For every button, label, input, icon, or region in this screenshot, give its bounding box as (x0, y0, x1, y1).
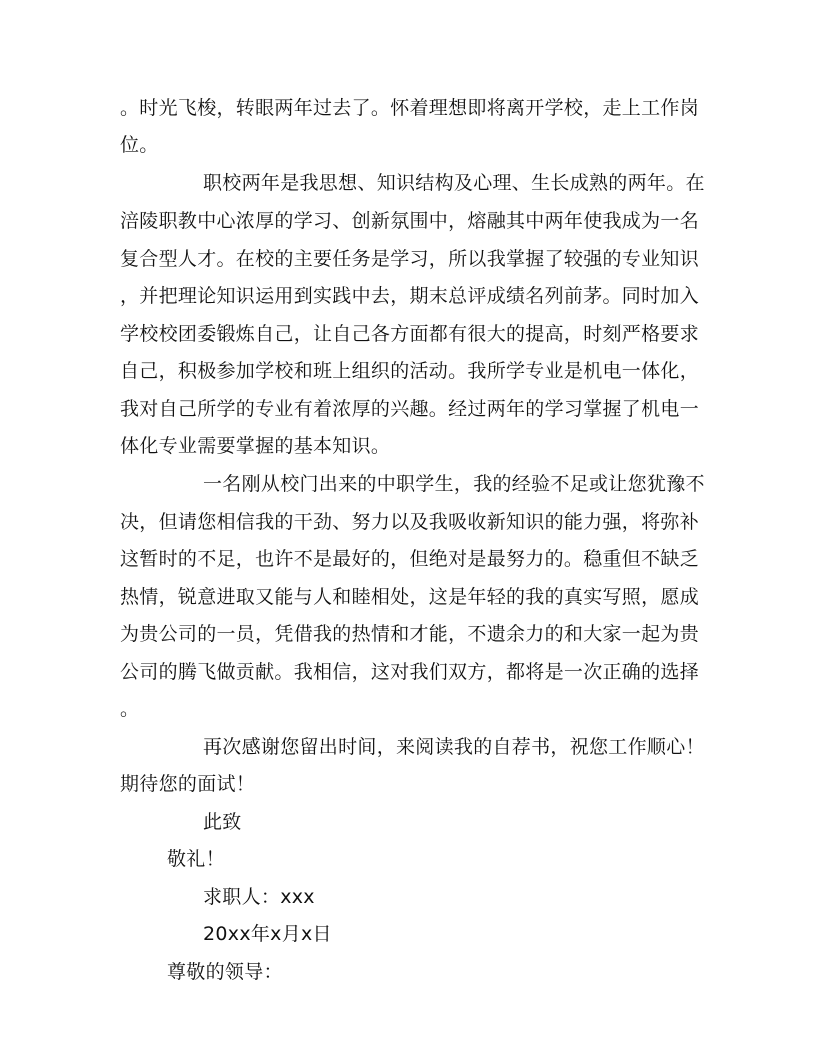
text-line: 这暂时的不足，也许不是最好的，但绝对是最努力的。稳重但不缺乏 (120, 548, 700, 570)
salutation-line: 敬礼！ (167, 848, 225, 870)
applicant-line: 求职人：xxx (203, 886, 315, 908)
text-line: 涪陵职教中心浓厚的学习、创新氛围中，熔融其中两年使我成为一名 (120, 210, 700, 232)
greeting-line: 尊敬的领导： (167, 961, 283, 983)
text-line: 为贵公司的一员，凭借我的热情和才能，不遗余力的和大家一起为贵 (120, 623, 700, 645)
text-line: 。 (120, 698, 140, 720)
text-line: 自己，积极参加学校和班上组织的活动。我所学专业是机电一体化， (120, 360, 700, 382)
text-line: 一名刚从校门出来的中职学生，我的经验不足或让您犹豫不 (203, 473, 705, 495)
text-line: 决，但请您相信我的干劲、努力以及我吸收新知识的能力强，将弥补 (120, 511, 700, 533)
text-line: 体化专业需要掌握的基本知识。 (120, 435, 391, 457)
text-line: 位。 (120, 134, 159, 156)
text-line: ，并把理论知识运用到实践中去，期末总评成绩名列前茅。同时加入 (120, 285, 700, 307)
closing-line: 此致 (203, 811, 242, 833)
text-line: 学校校团委锻炼自己，让自己各方面都有很大的提高，时刻严格要求 (120, 323, 700, 345)
text-line: 。时光飞梭，转眼两年过去了。怀着理想即将离开学校，走上工作岗 (120, 97, 700, 119)
text-line: 热情，锐意进取又能与人和睦相处，这是年轻的我的真实写照，愿成 (120, 586, 700, 608)
text-line: 职校两年是我思想、知识结构及心理、生长成熟的两年。在 (203, 172, 705, 194)
date-line: 20xx年x月x日 (203, 923, 332, 945)
text-line: 我对自己所学的专业有着浓厚的兴趣。经过两年的学习掌握了机电一 (120, 398, 700, 420)
text-line: 期待您的面试！ (120, 773, 256, 795)
text-line: 再次感谢您留出时间，来阅读我的自荐书，祝您工作顺心！ (203, 736, 705, 758)
text-line: 公司的腾飞做贡献。我相信，这对我们双方，都将是一次正确的选择 (120, 661, 700, 683)
text-line: 复合型人才。在校的主要任务是学习，所以我掌握了较强的专业知识 (120, 248, 700, 270)
